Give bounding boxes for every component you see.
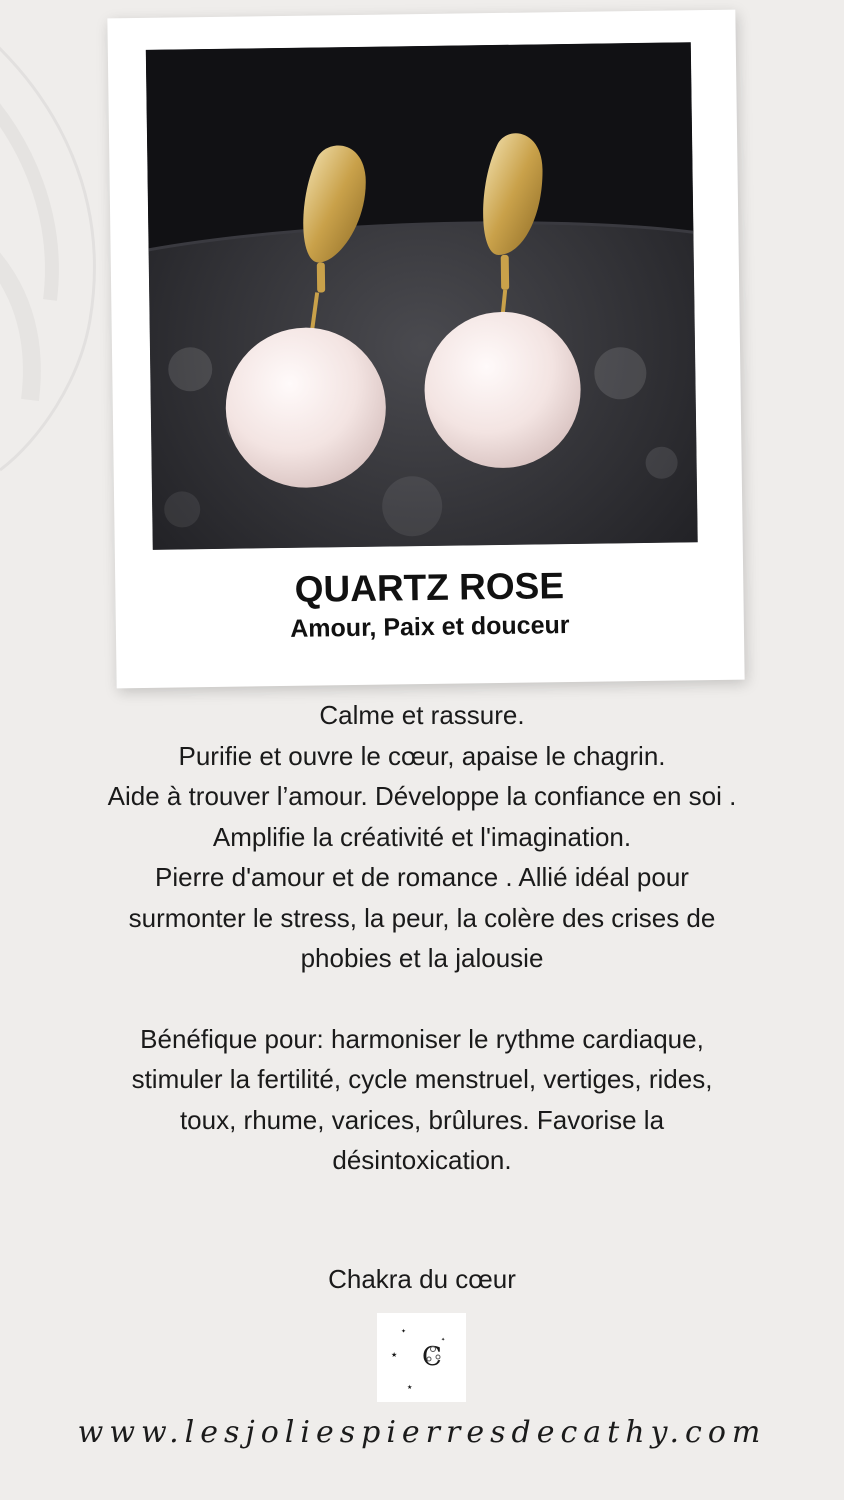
description-line: Pierre d'amour et de romance . Allié idéal pour [155, 862, 689, 892]
chakra-label: Chakra du cœur [328, 1264, 516, 1294]
svg-text:C: C [422, 1342, 442, 1372]
stone-title: QUARTZ ROSE [294, 565, 565, 610]
product-photo [146, 42, 698, 550]
polaroid-card [107, 10, 744, 689]
website-link[interactable]: www.lesjoliespierresdecathy.com [77, 1415, 767, 1450]
svg-text:✦: ✦ [441, 1337, 446, 1343]
benefits-line: toux, rhume, varices, brûlures. Favorise la [179, 1104, 665, 1135]
description [30, 695, 814, 1181]
description-line: Purifie et ouvre le cœur, apaise le chagrin. [178, 740, 666, 771]
description-line: Amplifie la créativité et l'imagination. [212, 821, 632, 852]
svg-text:★: ★ [407, 1384, 413, 1391]
svg-text:✦: ✦ [401, 1328, 407, 1335]
svg-text:★: ★ [391, 1351, 398, 1359]
description-line: surmonter le stress, la peur, la colère des crises de [128, 902, 716, 933]
moon-logo-icon [377, 1313, 466, 1402]
description-line: phobies et la jalousie [300, 943, 544, 973]
paragraph-gap [30, 979, 814, 1019]
brand-logo [377, 1313, 466, 1402]
benefits-line: désintoxication. [332, 1145, 512, 1175]
stone-subtitle: Amour, Paix et douceur [290, 611, 570, 643]
caption [115, 562, 744, 649]
description-line: Aide à trouver l’amour. Développe la confiance en soi . [107, 781, 737, 811]
benefits-line: Bénéfique pour: harmoniser le rythme cardiaque, [140, 1023, 704, 1054]
description-line: Calme et rassure. [319, 700, 525, 730]
benefits-line: stimuler la fertilité, cycle menstruel, vertiges, rides, [131, 1064, 713, 1094]
